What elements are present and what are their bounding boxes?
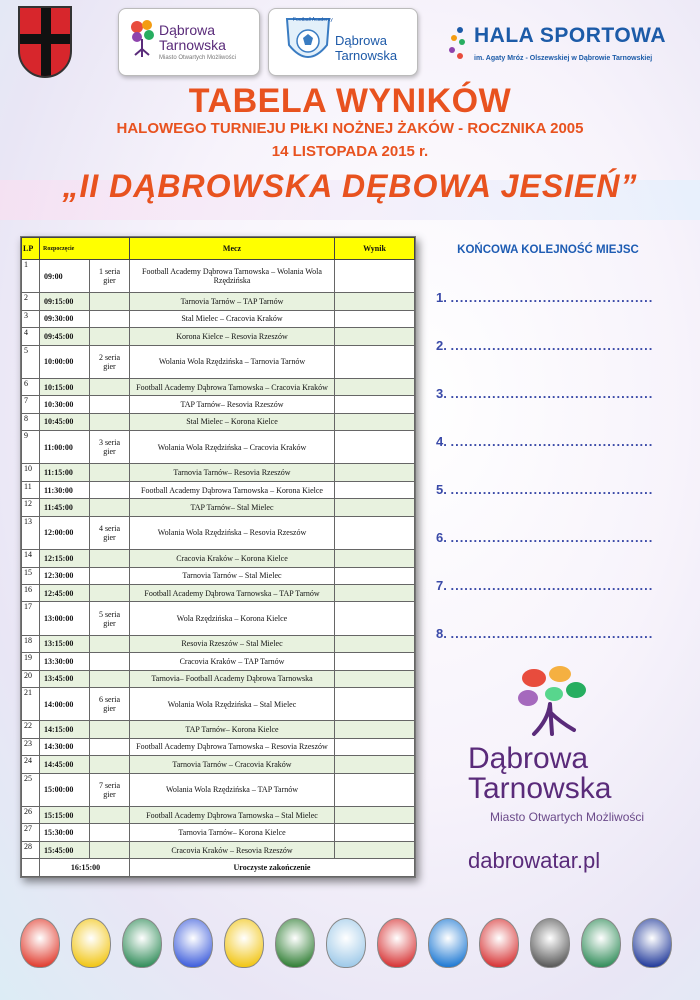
table-row — [22, 550, 415, 567]
ranking-place-number: 7. — [436, 578, 447, 593]
city-name-line1: Dąbrowa — [468, 742, 589, 775]
row-match: Tarnovia Tarnów – TAP Tarnów — [130, 293, 335, 310]
row-result-cell[interactable] — [335, 260, 415, 293]
table-row — [22, 260, 415, 293]
shield-ball-icon — [283, 15, 333, 69]
logo-city-line2: Tarnowska — [159, 37, 226, 53]
ranking-place-number: 5. — [436, 482, 447, 497]
row-lp: 11 — [22, 481, 40, 498]
row-result-cell[interactable] — [335, 413, 415, 430]
row-series — [90, 756, 130, 773]
row-time: 14:45:00 — [40, 756, 90, 773]
row-series: 7 seria gier — [90, 773, 130, 806]
tarnovia-icon — [632, 918, 672, 968]
row-series — [90, 464, 130, 481]
table-row — [22, 584, 415, 601]
row-result-cell[interactable] — [335, 584, 415, 601]
row-lp: 5 — [22, 345, 40, 378]
row-lp: 24 — [22, 756, 40, 773]
ranking-place-dots: ............................................ — [450, 290, 654, 305]
ranking-place-number: 8. — [436, 626, 447, 641]
row-time: 09:15:00 — [40, 293, 90, 310]
header-lp: LP — [22, 238, 40, 260]
ranking-place-1[interactable] — [436, 290, 666, 305]
row-result-cell[interactable] — [335, 481, 415, 498]
header-start: Rozpoczęcie — [40, 238, 130, 260]
city-oak-tree-icon — [514, 664, 590, 740]
akademia-pilkarska-icon — [71, 918, 111, 968]
row-match: Cracovia Kraków – TAP Tarnów — [130, 653, 335, 670]
row-result-cell[interactable] — [335, 721, 415, 738]
row-result-cell[interactable] — [335, 824, 415, 841]
row-series — [90, 378, 130, 395]
row-lp: 16 — [22, 584, 40, 601]
table-row — [22, 806, 415, 823]
ranking-place-number: 4. — [436, 434, 447, 449]
row-time: 15:45:00 — [40, 841, 90, 858]
row-time: 10:15:00 — [40, 378, 90, 395]
ranking-place-dots: ............................................ — [450, 338, 654, 353]
row-match: Wola Rzędzińska – Korona Kielce — [130, 602, 335, 635]
row-lp: 2 — [22, 293, 40, 310]
table-row — [22, 464, 415, 481]
row-match: TAP Tarnów– Korona Kielce — [130, 721, 335, 738]
ranking-place-dots: ............................................ — [450, 578, 654, 593]
final-label: Uroczyste zakończenie — [130, 859, 415, 877]
row-series — [90, 413, 130, 430]
row-series — [90, 841, 130, 858]
row-lp — [22, 859, 40, 877]
row-series: 2 seria gier — [90, 345, 130, 378]
final-time: 16:15:00 — [40, 859, 130, 877]
row-lp: 9 — [22, 431, 40, 464]
wolania-icon — [275, 918, 315, 968]
ranking-place-dots: ............................................ — [450, 482, 654, 497]
row-series — [90, 310, 130, 327]
row-series — [90, 584, 130, 601]
table-row — [22, 721, 415, 738]
row-time: 13:00:00 — [40, 602, 90, 635]
row-lp: 6 — [22, 378, 40, 395]
table-row — [22, 481, 415, 498]
tap-tarnow-icon — [428, 918, 468, 968]
row-result-cell[interactable] — [335, 550, 415, 567]
row-result-cell[interactable] — [335, 378, 415, 395]
table-row — [22, 345, 415, 378]
row-lp: 4 — [22, 328, 40, 345]
row-result-cell[interactable] — [335, 756, 415, 773]
row-lp: 20 — [22, 670, 40, 687]
korona-kielce-icon — [224, 918, 264, 968]
oks-icon — [122, 918, 162, 968]
row-match: TAP Tarnów– Stal Mielec — [130, 499, 335, 516]
table-row — [22, 824, 415, 841]
row-series — [90, 670, 130, 687]
hala-subtitle: im. Agaty Mróz - Olszewskiej w Dąbrowie Tarnowskiej — [474, 55, 653, 62]
table-final-row — [22, 859, 415, 877]
page-title: TABELA WYNIKÓW — [188, 82, 512, 120]
row-time: 12:45:00 — [40, 584, 90, 601]
row-match: Wolania Wola Rzędzińska – TAP Tarnów — [130, 773, 335, 806]
row-match: Football Academy Dąbrowa Tarnowska – Resovia Rzeszów — [130, 738, 335, 755]
row-time: 13:15:00 — [40, 635, 90, 652]
ranking-place-dots: ............................................ — [450, 386, 654, 401]
table-row — [22, 688, 415, 721]
row-lp: 18 — [22, 635, 40, 652]
row-match: Football Academy Dąbrowa Tarnowska – Wolania Wola Rzędzińska — [130, 260, 335, 293]
row-lp: 3 — [22, 310, 40, 327]
table-row — [22, 431, 415, 464]
sponsor-logos-row — [20, 918, 690, 978]
row-match: Cracovia Kraków – Korona Kielce — [130, 550, 335, 567]
table-row — [22, 756, 415, 773]
table-row — [22, 310, 415, 327]
row-lp: 22 — [22, 721, 40, 738]
row-result-cell[interactable] — [335, 806, 415, 823]
row-match: Tarnovia Tarnów – Stal Mielec — [130, 567, 335, 584]
hala-title: HALA SPORTOWA — [474, 24, 667, 47]
row-time: 13:45:00 — [40, 670, 90, 687]
row-series: 6 seria gier — [90, 688, 130, 721]
header-result: Wynik — [335, 238, 415, 260]
table-row — [22, 602, 415, 635]
table-row — [22, 396, 415, 413]
row-series — [90, 396, 130, 413]
ranking-place-8[interactable] — [436, 626, 666, 641]
ranking-place-number: 1. — [436, 290, 447, 305]
row-result-cell[interactable] — [335, 310, 415, 327]
row-time: 11:45:00 — [40, 499, 90, 516]
academy-logo-badge — [268, 8, 418, 76]
row-match: Tarnovia Tarnów– Resovia Rzeszów — [130, 464, 335, 481]
runner-dots-icon — [446, 26, 468, 62]
row-lp: 8 — [22, 413, 40, 430]
row-match: Football Academy Dąbrowa Tarnowska – Stal Mielec — [130, 806, 335, 823]
logo-city-sub: Miasto Otwartych Możliwości — [159, 55, 237, 61]
page-subtitle: HALOWEGO TURNIEJU PIŁKI NOŻNEJ ŻAKÓW - ROCZNIKA 2005 — [116, 120, 584, 137]
table-row — [22, 378, 415, 395]
row-lp: 21 — [22, 688, 40, 721]
row-lp: 1 — [22, 260, 40, 293]
results-table-card — [20, 236, 416, 878]
row-match: Stal Mielec – Korona Kielce — [130, 413, 335, 430]
logo-city-line1: Dąbrowa — [159, 22, 216, 38]
header-match: Mecz — [130, 238, 335, 260]
row-match: Tarnovia Tarnów – Cracovia Kraków — [130, 756, 335, 773]
row-lp: 26 — [22, 806, 40, 823]
ranking-place-4[interactable] — [436, 434, 666, 449]
row-time: 12:15:00 — [40, 550, 90, 567]
row-series: 1 seria gier — [90, 260, 130, 293]
row-result-cell[interactable] — [335, 431, 415, 464]
table-row — [22, 773, 415, 806]
row-lp: 28 — [22, 841, 40, 858]
ranking-title: KOŃCOWA KOLEJNOŚĆ MIEJSC — [457, 244, 639, 256]
event-name: „II DĄBROWSKA DĘBOWA JESIEŃ” — [62, 168, 638, 204]
row-time: 14:30:00 — [40, 738, 90, 755]
row-match: Tarnovia– Football Academy Dąbrowa Tarnowska — [130, 670, 335, 687]
city-crest-icon — [20, 918, 60, 968]
city-url: dabrowatar.pl — [468, 848, 601, 873]
row-result-cell[interactable] — [335, 773, 415, 806]
row-match: Wolania Wola Rzędzińska – Cracovia Kraków — [130, 431, 335, 464]
row-match: Cracovia Kraków – Resovia Rzeszów — [130, 841, 335, 858]
city-logo-badge — [118, 8, 260, 76]
ranking-place-5[interactable] — [436, 482, 666, 497]
unia-tarnow-icon — [173, 918, 213, 968]
city-name-line2: Tarnowska — [468, 772, 612, 805]
row-lp: 13 — [22, 516, 40, 549]
row-time: 13:30:00 — [40, 653, 90, 670]
ranking-place-6[interactable] — [436, 530, 666, 545]
row-result-cell[interactable] — [335, 567, 415, 584]
row-match: Korona Kielce – Resovia Rzeszów — [130, 328, 335, 345]
row-match: Stal Mielec – Cracovia Kraków — [130, 310, 335, 327]
city-crest-icon — [18, 6, 72, 78]
row-series — [90, 481, 130, 498]
row-match: Resovia Rzeszów – Stal Mielec — [130, 635, 335, 652]
row-series: 5 seria gier — [90, 602, 130, 635]
row-lp: 19 — [22, 653, 40, 670]
row-series — [90, 806, 130, 823]
row-series — [90, 653, 130, 670]
row-lp: 27 — [22, 824, 40, 841]
row-match: Tarnovia Tarnów– Korona Kielce — [130, 824, 335, 841]
row-result-cell[interactable] — [335, 738, 415, 755]
row-series — [90, 824, 130, 841]
event-date: 14 LISTOPADA 2015 r. — [271, 143, 429, 160]
table-row — [22, 653, 415, 670]
table-row — [22, 499, 415, 516]
row-series — [90, 550, 130, 567]
row-series — [90, 567, 130, 584]
table-row — [22, 635, 415, 652]
table-row — [22, 670, 415, 687]
row-lp: 15 — [22, 567, 40, 584]
row-result-cell[interactable] — [335, 345, 415, 378]
row-lp: 17 — [22, 602, 40, 635]
row-series — [90, 293, 130, 310]
row-time: 11:15:00 — [40, 464, 90, 481]
row-result-cell[interactable] — [335, 688, 415, 721]
logo-academy-top: Football Academy — [293, 17, 333, 23]
row-result-cell[interactable] — [335, 635, 415, 652]
row-lp: 23 — [22, 738, 40, 755]
table-body — [22, 260, 415, 877]
row-time: 09:45:00 — [40, 328, 90, 345]
table-row — [22, 738, 415, 755]
row-series — [90, 328, 130, 345]
row-time: 11:00:00 — [40, 431, 90, 464]
results-table — [21, 237, 415, 877]
gks-glinik-icon — [581, 918, 621, 968]
row-match: Wolania Wola Rzędzińska – Resovia Rzeszów — [130, 516, 335, 549]
logo-academy-line1: Dąbrowa — [335, 33, 388, 48]
row-time: 14:00:00 — [40, 688, 90, 721]
row-result-cell[interactable] — [335, 464, 415, 481]
row-time: 15:30:00 — [40, 824, 90, 841]
ranking-place-dots: ............................................ — [450, 530, 654, 545]
ranking-place-number: 6. — [436, 530, 447, 545]
row-lp: 12 — [22, 499, 40, 516]
row-series — [90, 499, 130, 516]
table-header-row — [22, 238, 415, 260]
row-result-cell[interactable] — [335, 602, 415, 635]
row-result-cell[interactable] — [335, 396, 415, 413]
ranking-place-3[interactable] — [436, 386, 666, 401]
row-match: Wolania Wola Rzędzińska – Stal Mielec — [130, 688, 335, 721]
ranking-place-dots: ............................................ — [450, 626, 654, 641]
table-row — [22, 567, 415, 584]
row-result-cell[interactable] — [335, 653, 415, 670]
row-lp: 25 — [22, 773, 40, 806]
city-tagline: Miasto Otwartych Możliwości — [490, 810, 645, 824]
row-series — [90, 721, 130, 738]
row-match: Football Academy Dąbrowa Tarnowska – TAP Tarnów — [130, 584, 335, 601]
row-time: 15:00:00 — [40, 773, 90, 806]
row-match: Football Academy Dąbrowa Tarnowska – Cracovia Kraków — [130, 378, 335, 395]
row-result-cell[interactable] — [335, 516, 415, 549]
row-result-cell[interactable] — [335, 841, 415, 858]
row-match: Football Academy Dąbrowa Tarnowska – Korona Kielce — [130, 481, 335, 498]
ranking-place-number: 2. — [436, 338, 447, 353]
table-row — [22, 328, 415, 345]
ranking-place-dots: ............................................ — [450, 434, 654, 449]
ranking-place-number: 3. — [436, 386, 447, 401]
row-time: 12:00:00 — [40, 516, 90, 549]
ranking-place-7[interactable] — [436, 578, 666, 593]
football-academy-icon — [326, 918, 366, 968]
row-series — [90, 738, 130, 755]
row-match: Wolania Wola Rzędzińska – Tarnovia Tarnów — [130, 345, 335, 378]
ranking-place-2[interactable] — [436, 338, 666, 353]
resovia-icon — [479, 918, 519, 968]
row-time: 09:00 — [40, 260, 90, 293]
row-match: TAP Tarnów– Resovia Rzeszów — [130, 396, 335, 413]
table-row — [22, 413, 415, 430]
row-time: 10:45:00 — [40, 413, 90, 430]
row-time: 09:30:00 — [40, 310, 90, 327]
row-series: 4 seria gier — [90, 516, 130, 549]
table-row — [22, 516, 415, 549]
row-time: 11:30:00 — [40, 481, 90, 498]
row-lp: 14 — [22, 550, 40, 567]
row-time: 12:30:00 — [40, 567, 90, 584]
row-series: 3 seria gier — [90, 431, 130, 464]
row-result-cell[interactable] — [335, 499, 415, 516]
row-time: 10:30:00 — [40, 396, 90, 413]
table-row — [22, 293, 415, 310]
row-result-cell[interactable] — [335, 328, 415, 345]
row-time: 10:00:00 — [40, 345, 90, 378]
logo-academy-line2: Tarnowska — [335, 48, 398, 63]
oak-tree-icon — [129, 19, 155, 59]
row-time: 15:15:00 — [40, 806, 90, 823]
row-series — [90, 635, 130, 652]
stal-mielec-icon — [530, 918, 570, 968]
row-result-cell[interactable] — [335, 293, 415, 310]
row-lp: 10 — [22, 464, 40, 481]
table-row — [22, 841, 415, 858]
row-result-cell[interactable] — [335, 670, 415, 687]
row-lp: 7 — [22, 396, 40, 413]
cracovia-icon — [377, 918, 417, 968]
row-time: 14:15:00 — [40, 721, 90, 738]
